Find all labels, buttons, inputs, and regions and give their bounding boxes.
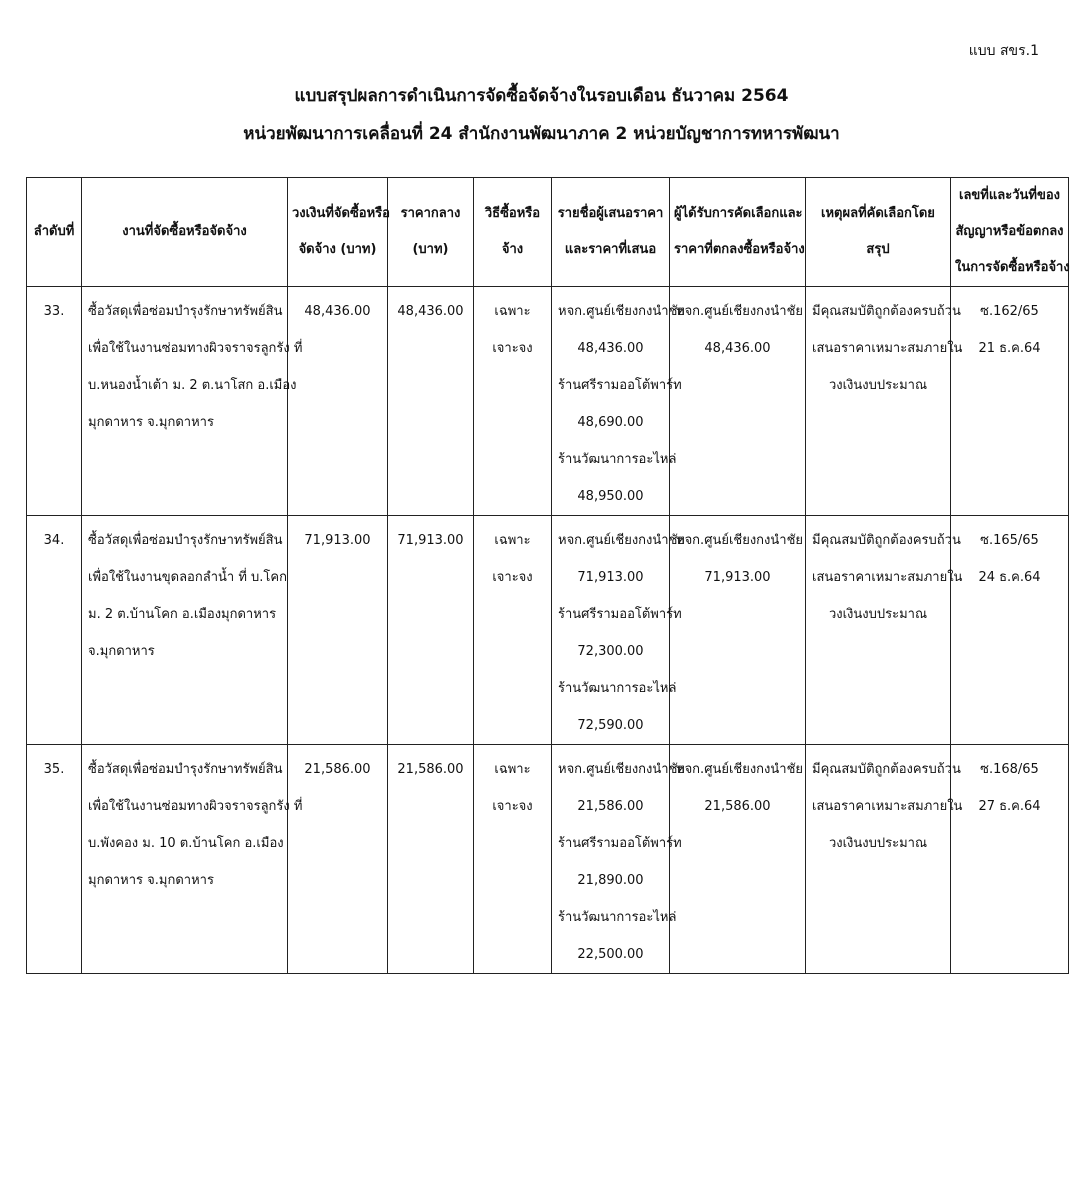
header-winner <box>670 178 806 287</box>
cell-method: เฉพาะเจาะจง <box>474 287 552 516</box>
contract-date: 27 ธ.ค.64 <box>978 799 1041 814</box>
cell-bidders <box>552 745 686 974</box>
header-bidders-line: รายชื่อผู้เสนอราคา <box>557 206 664 221</box>
document-title: แบบสรุปผลการดำเนินการจัดซื้อจัดจ้างในรอบเดือน ธันวาคม 2564 <box>294 86 789 106</box>
cell-winner <box>670 745 806 974</box>
bidder-name: หจก.ศูนย์เชียงกงนำชัย <box>558 304 686 319</box>
cell-winner <box>670 287 806 516</box>
header-reason: เหตุผลที่คัดเลือกโดยสรุป <box>806 178 951 287</box>
contract-number: ซ.168/65 <box>980 762 1039 777</box>
cell-method: เฉพาะเจาะจง <box>474 745 552 974</box>
item-line: เพื่อใช้ในงานขุดลอกลำน้ำ ที่ บ.โคก <box>88 570 287 585</box>
header-budget-line: วงเงินที่จัดซื้อหรือ <box>292 206 390 221</box>
reason-line: มีคุณสมบัติถูกต้องครบถ้วน <box>812 762 961 777</box>
contract-number: ซ.162/65 <box>980 304 1039 319</box>
cell-no: 33. <box>27 287 82 516</box>
bidder-name: ร้านวัฒนาการอะไหล่ <box>558 910 677 925</box>
document-subtitle: หน่วยพัฒนาการเคลื่อนที่ 24 สำนักงานพัฒนาภาค 2 หน่วยบัญชาการทหารพัฒนา <box>243 124 840 144</box>
header-contract-line: ในการจัดซื้อหรือจ้าง <box>955 260 1070 275</box>
cell-item <box>82 287 303 516</box>
procurement-table <box>26 177 1069 974</box>
item-line: เพื่อใช้ในงานซ่อมทางผิวจราจรลูกรัง ที่ <box>88 341 303 356</box>
bidder-price: 71,913.00 <box>577 570 644 585</box>
header-budget-line: จัดจ้าง (บาท) <box>298 242 377 257</box>
header-budget <box>288 178 388 287</box>
cell-median: 48,436.00 <box>388 287 474 516</box>
cell-no: 34. <box>27 516 82 745</box>
reason-line: เสนอราคาเหมาะสมภายใน <box>812 341 963 356</box>
contract-date: 21 ธ.ค.64 <box>978 341 1041 356</box>
cell-item <box>82 745 303 974</box>
table-header-row <box>27 178 1069 287</box>
cell-reason <box>806 516 963 745</box>
winner-name: หจก.ศูนย์เชียงกงนำชัย <box>676 533 804 548</box>
bidder-name: ร้านศรีรามออโต้พาร์ท <box>558 378 682 393</box>
cell-contract <box>951 745 1069 974</box>
bidder-price: 21,586.00 <box>577 799 644 814</box>
header-bidders-line: และราคาที่เสนอ <box>564 242 657 257</box>
header-contract-line: สัญญาหรือข้อตกลง <box>955 224 1064 239</box>
header-winner-line: ราคาที่ตกลงซื้อหรือจ้าง <box>674 242 805 257</box>
reason-line: มีคุณสมบัติถูกต้องครบถ้วน <box>812 304 961 319</box>
cell-bidders <box>552 287 686 516</box>
contract-number: ซ.165/65 <box>980 533 1039 548</box>
cell-budget: 21,586.00 <box>288 745 388 974</box>
cell-no: 35. <box>27 745 82 974</box>
winner-price: 21,586.00 <box>704 799 771 814</box>
table-row <box>27 745 1069 974</box>
cell-contract <box>951 516 1069 745</box>
cell-method: เฉพาะเจาะจง <box>474 516 552 745</box>
cell-contract <box>951 287 1069 516</box>
reason-line: วงเงินงบประมาณ <box>828 607 928 622</box>
bidder-name: หจก.ศูนย์เชียงกงนำชัย <box>558 762 686 777</box>
item-line: ซื้อวัสดุเพื่อซ่อมบำรุงรักษาทรัพย์สิน <box>88 533 283 548</box>
item-line: บ.หนองน้ำเต้า ม. 2 ต.นาโสก อ.เมือง <box>88 378 297 393</box>
cell-reason <box>806 745 963 974</box>
header-winner-line: ผู้ได้รับการคัดเลือกและ <box>674 206 803 221</box>
reason-line: วงเงินงบประมาณ <box>828 836 928 851</box>
cell-reason <box>806 287 963 516</box>
reason-line: มีคุณสมบัติถูกต้องครบถ้วน <box>812 533 961 548</box>
bidder-price: 21,890.00 <box>577 873 644 888</box>
winner-price: 71,913.00 <box>704 570 771 585</box>
header-median-line: (บาท) <box>412 242 449 257</box>
winner-name: หจก.ศูนย์เชียงกงนำชัย <box>676 762 804 777</box>
cell-median: 71,913.00 <box>388 516 474 745</box>
bidder-name: ร้านวัฒนาการอะไหล่ <box>558 681 677 696</box>
header-median <box>388 178 474 287</box>
header-no: ลำดับที่ <box>27 178 82 287</box>
bidder-name: ร้านศรีรามออโต้พาร์ท <box>558 836 682 851</box>
bidder-price: 72,590.00 <box>577 718 644 733</box>
reason-line: วงเงินงบประมาณ <box>828 378 928 393</box>
header-contract <box>951 178 1069 287</box>
bidder-name: ร้านวัฒนาการอะไหล่ <box>558 452 677 467</box>
cell-bidders <box>552 516 686 745</box>
bidder-price: 22,500.00 <box>577 947 644 962</box>
item-line: จ.มุกดาหาร <box>88 644 155 659</box>
cell-budget: 71,913.00 <box>288 516 388 745</box>
contract-date: 24 ธ.ค.64 <box>978 570 1041 585</box>
header-bidders <box>552 178 670 287</box>
item-line: ม. 2 ต.บ้านโคก อ.เมืองมุกดาหาร <box>88 607 277 622</box>
header-method: วิธีซื้อหรือจ้าง <box>474 178 552 287</box>
bidder-price: 48,436.00 <box>577 341 644 356</box>
item-line: บ.พังคอง ม. 10 ต.บ้านโคก อ.เมือง <box>88 836 284 851</box>
cell-item <box>82 516 288 745</box>
table-row <box>27 516 1069 745</box>
item-line: ซื้อวัสดุเพื่อซ่อมบำรุงรักษาทรัพย์สิน <box>88 304 283 319</box>
reason-line: เสนอราคาเหมาะสมภายใน <box>812 570 963 585</box>
bidder-name: หจก.ศูนย์เชียงกงนำชัย <box>558 533 686 548</box>
winner-name: หจก.ศูนย์เชียงกงนำชัย <box>676 304 804 319</box>
winner-price: 48,436.00 <box>704 341 771 356</box>
table-row <box>27 287 1069 516</box>
bidder-price: 72,300.00 <box>577 644 644 659</box>
cell-budget: 48,436.00 <box>288 287 388 516</box>
bidder-price: 48,950.00 <box>577 489 644 504</box>
bidder-price: 48,690.00 <box>577 415 644 430</box>
cell-winner <box>670 516 806 745</box>
bidder-name: ร้านศรีรามออโต้พาร์ท <box>558 607 682 622</box>
header-median-line: ราคากลาง <box>400 206 461 221</box>
item-line: เพื่อใช้ในงานซ่อมทางผิวจราจรลูกรัง ที่ <box>88 799 303 814</box>
header-item: งานที่จัดซื้อหรือจัดจ้าง <box>82 178 288 287</box>
item-line: ซื้อวัสดุเพื่อซ่อมบำรุงรักษาทรัพย์สิน <box>88 762 283 777</box>
reason-line: เสนอราคาเหมาะสมภายใน <box>812 799 963 814</box>
cell-median: 21,586.00 <box>388 745 474 974</box>
form-code: แบบ สขร.1 <box>968 43 1039 59</box>
header-contract-line: เลขที่และวันที่ของ <box>959 188 1060 203</box>
item-line: มุกดาหาร จ.มุกดาหาร <box>88 415 214 430</box>
item-line: มุกดาหาร จ.มุกดาหาร <box>88 873 214 888</box>
